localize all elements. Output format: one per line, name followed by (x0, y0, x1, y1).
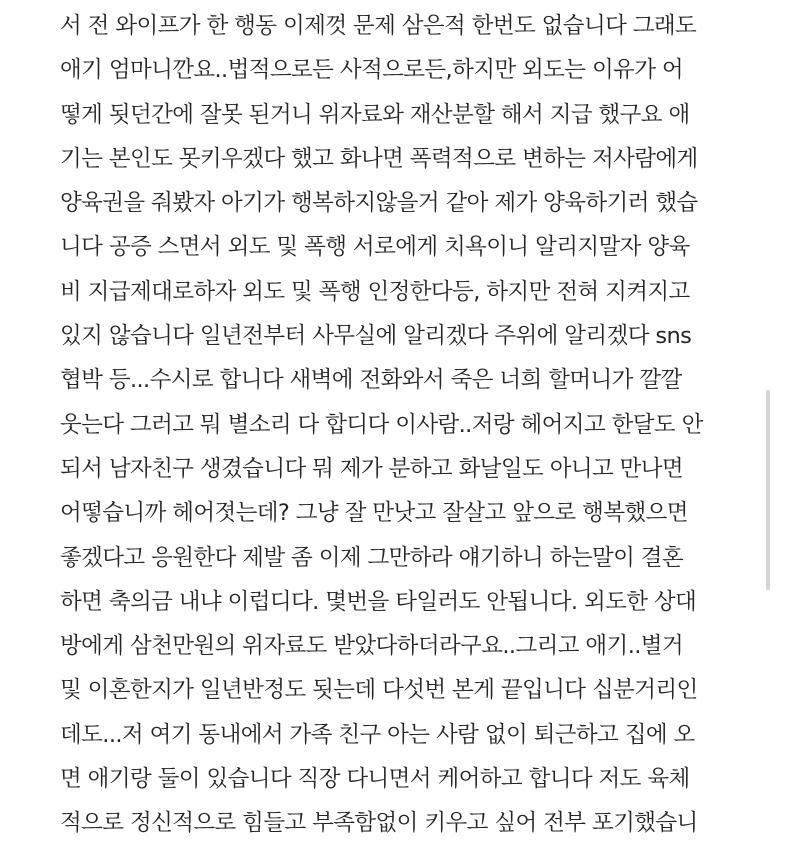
text-line: 기는 본인도 못키우겠다 했고 화나면 폭력적으로 변하는 저사람에게 (60, 145, 698, 172)
scrollbar[interactable] (765, 390, 771, 590)
text-line: 니다 공증 스면서 외도 및 폭행 서로에게 치욕이니 알리지말자 양육 (60, 234, 690, 261)
scrollbar-thumb[interactable] (766, 390, 770, 590)
text-line: 웃는다 그러고 뭐 별소리 다 합디다 이사람..저랑 헤어지고 한달도 안 (60, 411, 703, 438)
text-line: 떻게 됫던간에 잘못 된거니 위자료와 재산분할 해서 지급 했구요 애 (60, 101, 690, 128)
text-line: 양육권을 줘봤자 아기가 행복하지않을거 같아 제가 양육하기러 했습 (60, 190, 698, 217)
text-line: 애기 엄마니깐요..법적으로든 사적으로든,하지만 외도는 이유가 어 (60, 57, 684, 84)
text-line: 및 이혼한지가 일년반정도 됫는데 다섯번 본게 끝입니다 십분거리인 (60, 677, 698, 704)
text-line: 데도...저 여기 동내에서 가족 친구 아는 사람 없이 퇴근하고 집에 오 (60, 721, 695, 748)
text-line: 하면 축의금 내냐 이럽디다. 몇번을 타일러도 안됩니다. 외도한 상대 (60, 588, 697, 615)
text-line: 방에게 삼천만원의 위자료도 받았다하더라구요..그리고 애기..별거 (60, 633, 684, 660)
text-line: 비 지급제대로하자 외도 및 폭행 인정한다등, 하지만 전혀 지켜지고 (60, 278, 690, 305)
text-line: 어떻습니까 헤어졋는데? 그냥 잘 만낫고 잘살고 앞으로 행복했으면 (60, 500, 688, 527)
text-line: 서 전 와이프가 한 행동 이제껏 문제 삼은적 한번도 없습니다 그래도 (60, 13, 697, 39)
text-line: 있지 않습니다 일년전부터 사무실에 알리겠다 주위에 알리겠다 sns (60, 323, 692, 350)
text-line: 적으로 정신적으로 힘들고 부족함없이 키우고 싶어 전부 포기했습니 (60, 810, 698, 837)
text-line: 되서 남자친구 생겼습니다 뭐 제가 분하고 화날일도 아니고 만나면 (60, 455, 684, 482)
article-body (60, 4, 760, 846)
text-line: 좋겠다고 응원한다 제발 좀 이제 그만하라 얘기하니 하는말이 결혼 (60, 544, 684, 571)
text-line: 면 애기랑 둘이 있습니다 직장 다니면서 케어하고 합니다 저도 육체 (60, 766, 690, 793)
text-line: 협박 등...수시로 합니다 새벽에 전화와서 죽은 너희 할머니가 깔깔 (60, 367, 682, 394)
